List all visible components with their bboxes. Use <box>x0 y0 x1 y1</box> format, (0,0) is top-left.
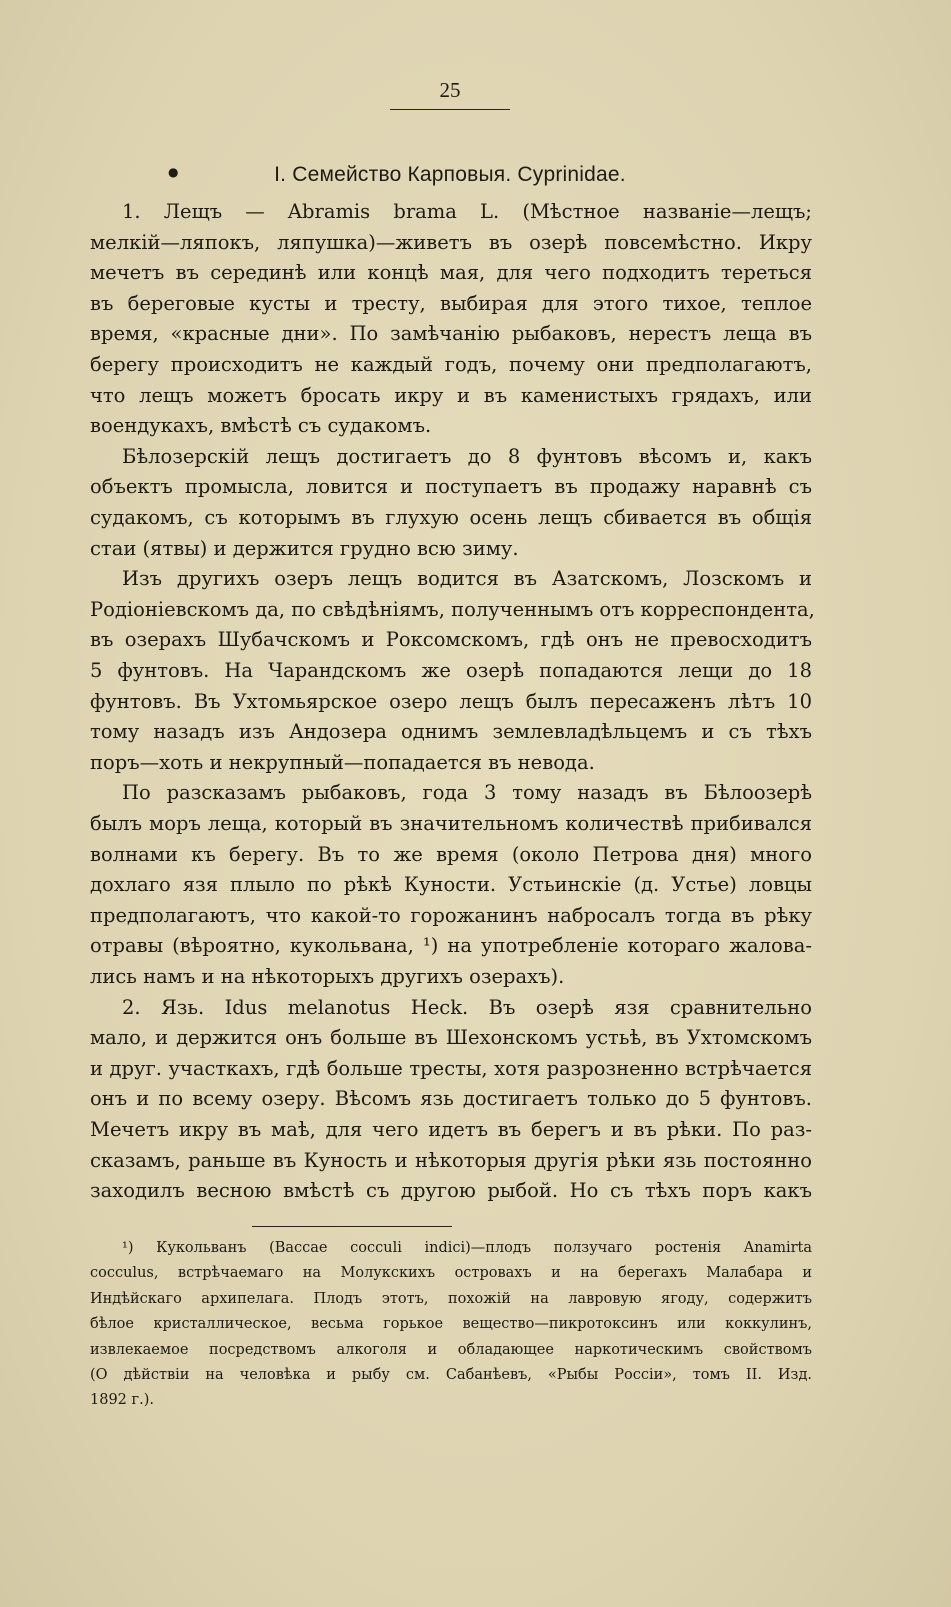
footnote-line: извлекаемое посредствомъ алкоголя и обладающее наркотическимъ свойствомъ <box>90 1341 812 1358</box>
body-line: воендукахъ, вмѣстѣ съ судакомъ. <box>90 414 432 438</box>
body-line: дохлаго язя плыло по рѣкѣ Куности. Устьинскіе (д. Устье) ловцы <box>90 873 812 897</box>
body-line: 2. Язь. Idus melanotus Heck. Въ озерѣ язя сравнительно <box>122 995 812 1019</box>
body-line: По разсказамъ рыбаковъ, года 3 тому назадъ въ Бѣлоозерѣ <box>122 781 812 805</box>
footnote-line: 1892 г.). <box>90 1392 154 1409</box>
body-line: Родіоніевскомъ да, по свѣдѣніямъ, полученнымъ отъ корреспондента, <box>90 597 815 621</box>
body-line: 1. Лещъ — Abramis brama L. (Мѣстное названіе—лещъ; <box>122 200 812 223</box>
footnote-line: бѣлое кристаллическое, весьма горькое вещество—пикротоксинъ или коккулинъ, <box>90 1316 812 1333</box>
body-line: Бѣлозерскій лещъ достигаетъ до 8 фунтовъ вѣсомъ и, какъ <box>122 444 812 468</box>
body-line: время, «красные дни». По замѣчанію рыбаковъ, нерестъ леща въ <box>90 322 812 346</box>
body-line: заходилъ весною вмѣстѣ съ другою рыбой. Но съ тѣхъ поръ какъ <box>90 1179 812 1203</box>
page-number: 25 <box>390 78 510 110</box>
body-line: въ озерахъ Шубачскомъ и Роксомскомъ, гдѣ онъ не превосходитъ <box>90 628 812 652</box>
body-line: судакомъ, съ которымъ въ глухую осень лещъ сбивается въ общія <box>90 506 812 529</box>
body-line: волнами къ берегу. Въ то же время (около Петрова дня) много <box>90 842 812 866</box>
body-line: мечетъ въ серединѣ или концѣ мая, для чего подходитъ тереться <box>90 261 812 285</box>
footnote-line: (О дѣйствіи на человѣка и рыбу см. Сабанѣевъ, «Рыбы Россіи», томъ II. Изд. <box>90 1367 812 1383</box>
body-line: лись намъ и на нѣкоторыхъ другихъ озерахъ). <box>90 965 565 988</box>
body-line: берегу происходитъ не каждый годъ, почему они предполагаютъ, <box>90 353 812 376</box>
body-line: предполагаютъ, что какой-то горожанинъ набросалъ тогда въ рѣку <box>90 903 812 927</box>
section-heading: I. Семейство Карповыя. Cyprinidae. <box>274 163 626 186</box>
body-line: фунтовъ. Въ Ухтомьярское озеро лещъ былъ пересаженъ лѣтъ 10 <box>90 689 812 713</box>
body-line: объектъ промысла, ловится и поступаетъ въ продажу наравнѣ съ <box>90 475 812 499</box>
body-line: и друг. участкахъ, гдѣ больше тресты, хотя разрозненно встрѣчается <box>90 1056 812 1080</box>
body-line: былъ моръ леща, который въ значительномъ количествѣ прибивался <box>90 812 812 835</box>
body-line: въ береговые кусты и тресту, выбирая для этого тихое, теплое <box>90 291 812 315</box>
body-line: тому назадъ изъ Андозера однимъ землевладѣльцемъ и съ тѣхъ <box>90 720 812 744</box>
footnote-line: cocculus, встрѣчаемаго на Молукскихъ островахъ и на берегахъ Малабара и <box>90 1265 812 1282</box>
body-line: 5 фунтовъ. На Чарандскомъ же озерѣ попадаются лещи до 18 <box>90 659 812 682</box>
body-line: сказамъ, раньше въ Куность и нѣкоторыя другія рѣки язь постоянно <box>90 1148 812 1172</box>
footnote-line: ¹) Кукольванъ (Baccae cocculi indici)—плодъ ползучаго ростенія Anamirta <box>122 1240 812 1256</box>
bullet-mark: ● <box>168 165 179 179</box>
body-line: Изъ другихъ озеръ лещъ водится въ Азатскомъ, Лозскомъ и <box>122 567 812 591</box>
body-line: отравы (вѣроятно, кукольвана, ¹) на употребленіе котораго жалова- <box>90 934 812 958</box>
body-line: онъ и по всему озеру. Вѣсомъ язь достигаетъ только до 5 фунтовъ. <box>90 1087 812 1111</box>
body-line: мало, и держится онъ больше въ Шехонскомъ устьѣ, въ Ухтомскомъ <box>90 1026 812 1050</box>
footnote-line: Индѣйскаго архипелага. Плодъ этотъ, похожій на лавровую ягоду, содержитъ <box>90 1290 812 1307</box>
body-line: стаи (ятвы) и держится грудно всю зиму. <box>90 536 519 560</box>
body-line: что лещъ можетъ бросать икру и въ каменистыхъ грядахъ, или <box>90 383 812 407</box>
body-line: Мечетъ икру въ маѣ, для чего идетъ въ берегъ и въ рѣки. По раз- <box>90 1118 812 1141</box>
body-line: поръ—хоть и некрупный—попадается въ невода. <box>90 750 595 774</box>
body-line: мелкій—ляпокъ, ляпушка)—живетъ въ озерѣ повсемѣстно. Икру <box>90 230 812 254</box>
footnote-rule <box>252 1226 452 1227</box>
